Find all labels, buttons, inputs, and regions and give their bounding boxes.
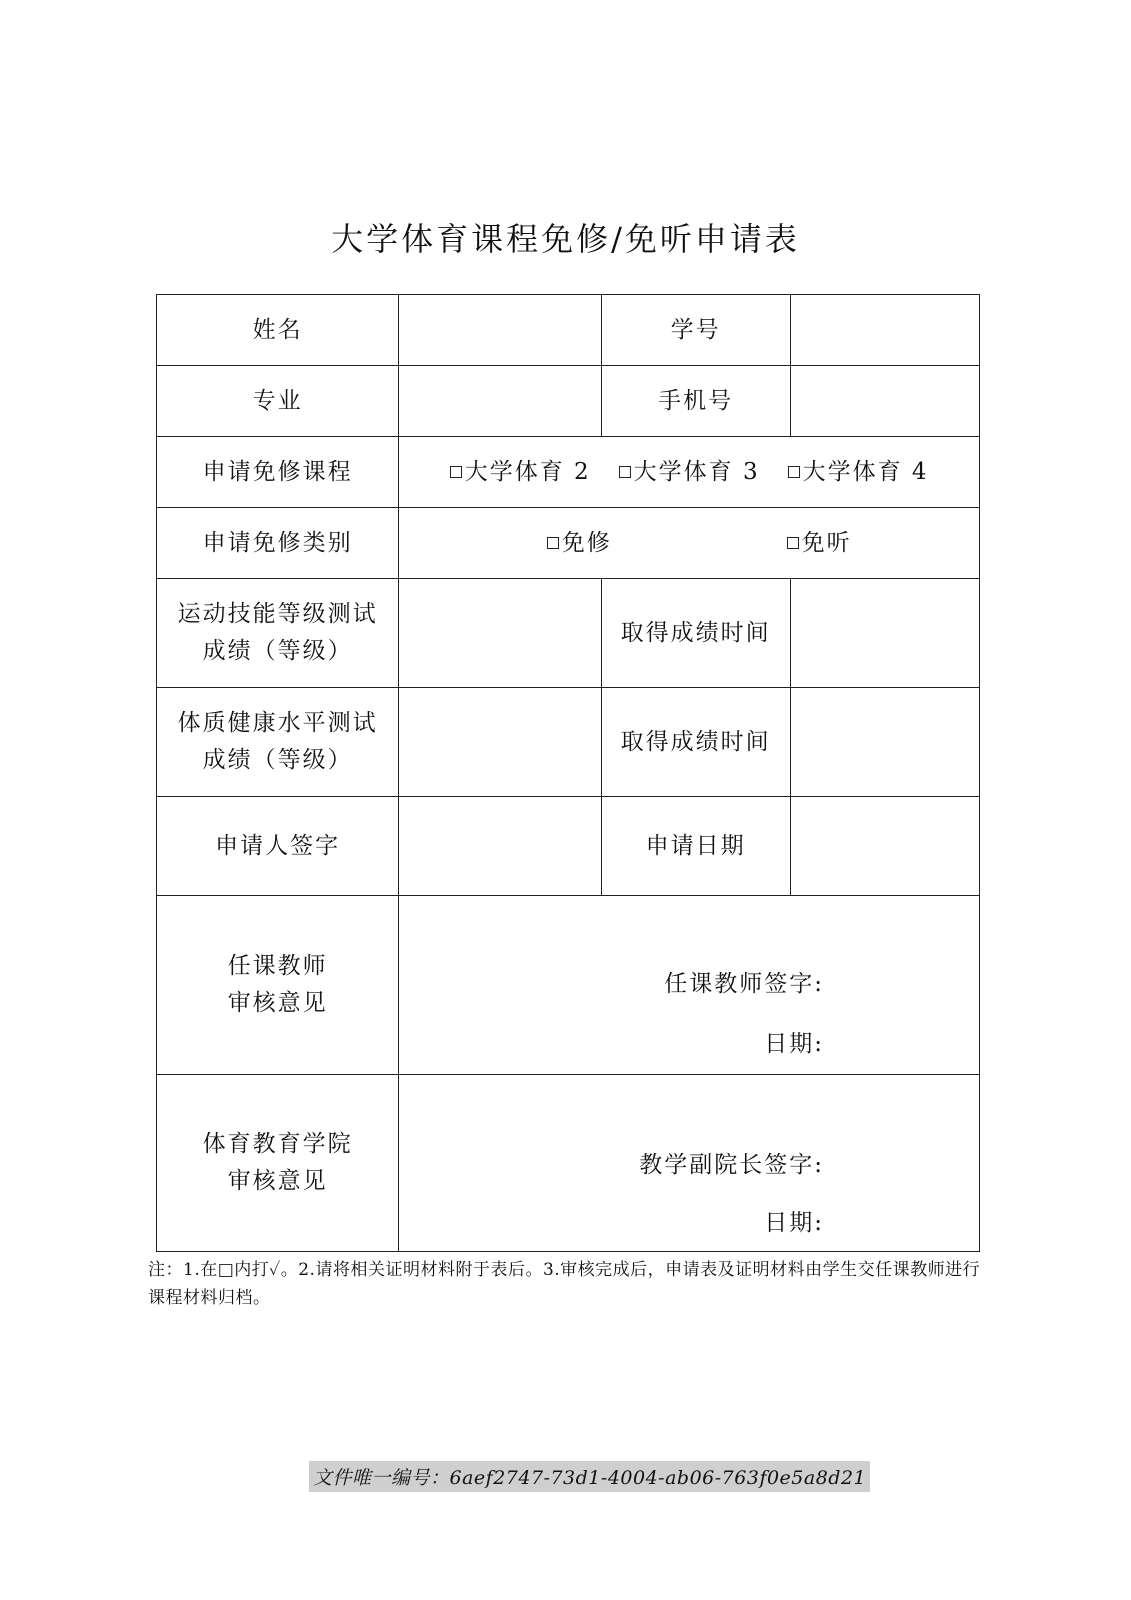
checkbox-icon[interactable] xyxy=(788,466,800,478)
course-option-pe4[interactable]: 大学体育 4 xyxy=(788,454,929,491)
student-id-label: 学号 xyxy=(601,295,790,366)
fitness-test-label: 体质健康水平测试 成绩（等级） xyxy=(157,688,399,797)
row-major xyxy=(157,366,980,437)
row-category xyxy=(157,508,980,579)
college-date-label: 日期: xyxy=(764,1210,824,1236)
applicant-sign-field[interactable] xyxy=(399,797,601,896)
major-field[interactable] xyxy=(399,366,601,437)
teacher-date-label: 日期: xyxy=(764,1031,824,1057)
college-review-field[interactable] xyxy=(399,1075,980,1252)
major-label: 专业 xyxy=(157,366,399,437)
apply-date-label: 申请日期 xyxy=(601,797,790,896)
phone-field[interactable] xyxy=(790,366,979,437)
category-options xyxy=(399,508,980,579)
category-option-no-attend[interactable]: 免听 xyxy=(787,525,852,562)
vice-dean-sign-label: 教学副院长签字: xyxy=(639,1152,824,1178)
applicant-sign-label: 申请人签字 xyxy=(157,797,399,896)
application-form-table xyxy=(156,294,980,1252)
course-option-pe2[interactable]: 大学体育 2 xyxy=(450,454,591,491)
teacher-review-label: 任课教师 审核意见 xyxy=(157,896,399,1075)
name-field[interactable] xyxy=(399,295,601,366)
teacher-sign-label: 任课教师签字: xyxy=(664,971,824,997)
fitness-test-field[interactable] xyxy=(399,688,601,797)
checkbox-icon[interactable] xyxy=(787,537,799,549)
skill-test-field[interactable] xyxy=(399,579,601,688)
name-label: 姓名 xyxy=(157,295,399,366)
apply-date-field[interactable] xyxy=(790,797,979,896)
category-option-exempt[interactable]: 免修 xyxy=(547,525,612,562)
row-college-review xyxy=(157,1075,980,1252)
category-label: 申请免修类别 xyxy=(157,508,399,579)
row-skill-test xyxy=(157,579,980,688)
row-applicant xyxy=(157,797,980,896)
skill-test-label: 运动技能等级测试 成绩（等级） xyxy=(157,579,399,688)
phone-label: 手机号 xyxy=(601,366,790,437)
college-review-label: 体育教育学院 审核意见 xyxy=(157,1075,399,1252)
footnote: 注：1.在□内打✓。2.请将相关证明材料附于表后。3.审核完成后，申请表及证明材料由学生交任课教师进行课程材料归档。 xyxy=(148,1260,981,1308)
form-title: 大学体育课程免修/免听申请表 xyxy=(331,220,800,258)
document-id: 文件唯一编号：6aef2747-73d1-4004-ab06-763f0e5a8d21 xyxy=(309,1461,870,1492)
teacher-review-field[interactable] xyxy=(399,896,980,1075)
checkbox-icon[interactable] xyxy=(619,466,631,478)
checkbox-icon[interactable] xyxy=(547,537,559,549)
skill-score-time-label: 取得成绩时间 xyxy=(601,579,790,688)
fitness-score-time-label: 取得成绩时间 xyxy=(601,688,790,797)
course-option-pe3[interactable]: 大学体育 3 xyxy=(619,454,760,491)
fitness-score-time-field[interactable] xyxy=(790,688,979,797)
row-fitness-test xyxy=(157,688,980,797)
row-teacher-review xyxy=(157,896,980,1075)
course-label: 申请免修课程 xyxy=(157,437,399,508)
row-course xyxy=(157,437,980,508)
skill-score-time-field[interactable] xyxy=(790,579,979,688)
course-options xyxy=(399,437,980,508)
row-name xyxy=(157,295,980,366)
student-id-field[interactable] xyxy=(790,295,979,366)
checkbox-icon[interactable] xyxy=(450,466,462,478)
